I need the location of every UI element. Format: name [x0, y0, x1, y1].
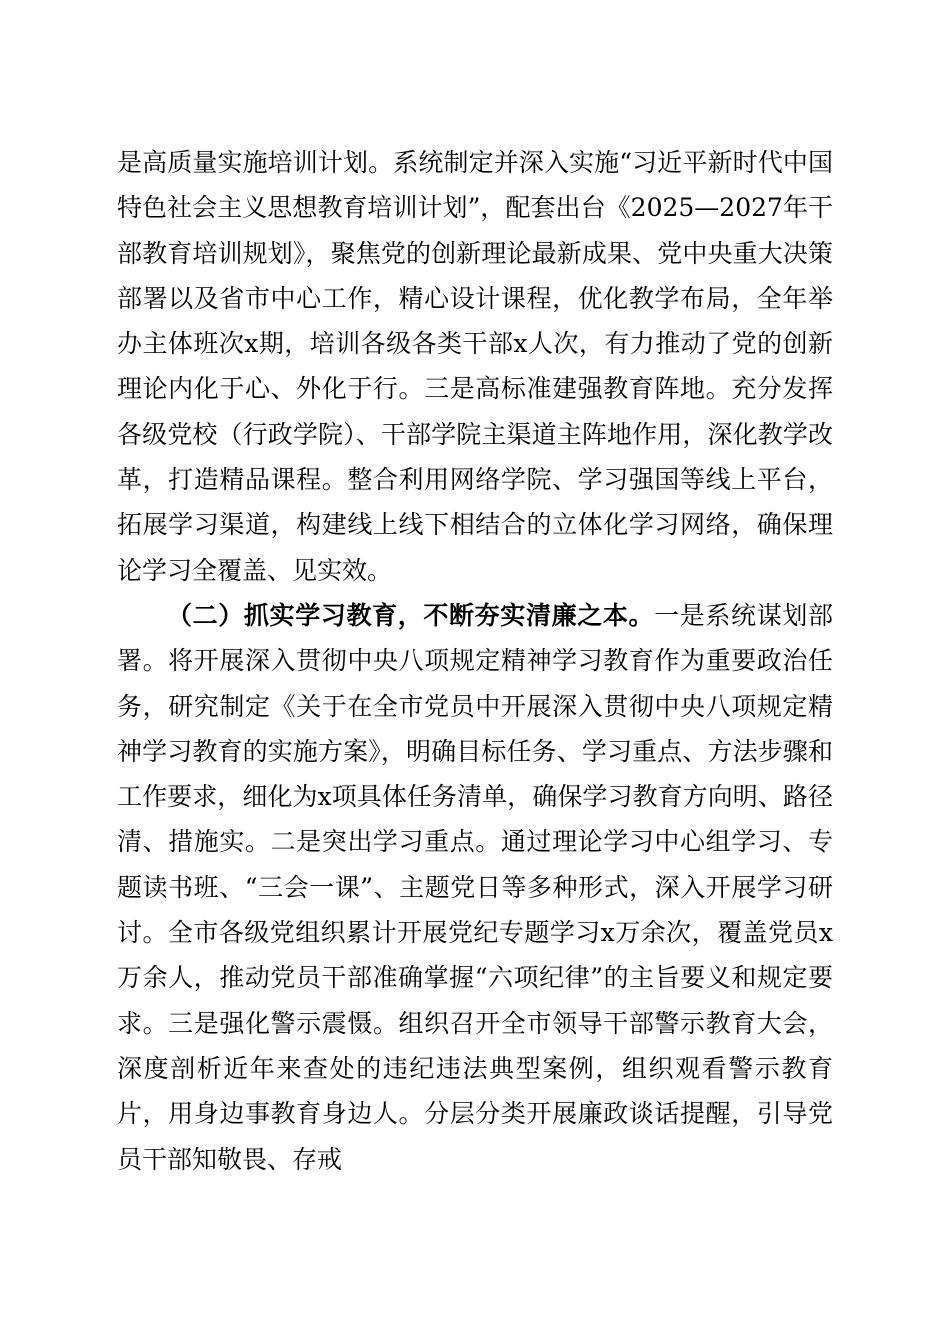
paragraph-text: 是高质量实施培训计划。系统制定并深入实施“习近平新时代中国特色社会主义思想教育培训计划”，配套出台《2025—2027年干部教育培训规划》，聚焦党的创新理论最新成果、党中央重大决策部署以及省市中心工作，精心设计课程，优化教学布局，全年举办主体班次x期，培训各级各类干部x人次，有力推动了党的创新理论内化于心、外化于行。三是高标准建强教育阵地。充分发挥各级党校（行政学院）、干部学院主渠道主阵地作用，深化教学改革，打造精品课程。整合利用网络学院、学习强国等线上平台，拓展学习渠道，构建线上线下相结合的立体化学习网络，确保理论学习全覆盖、见实效。 — [117, 148, 833, 585]
document-body — [117, 140, 833, 1182]
paragraph-continuation — [117, 140, 833, 593]
paragraph-text: 一是系统谋划部署。将开展深入贯彻中央八项规定精神学习教育作为重要政治任务，研究制定《关于在全市党员中开展深入贯彻中央八项规定精神学习教育的实施方案》，明确目标任务、学习重点、方法步骤和工作要求，细化为x项具体任务清单，确保学习教育方向明、路径清、措施实。二是突出学习重点。通过理论学习中心组学习、专题读书班、“三会一课”、主题党日等多种形式，深入开展学习研讨。全市各级党组织累计开展党纪专题学习x万余次，覆盖党员x万余人，推动党员干部准确掌握“六项纪律”的主旨要义和规定要求。三是强化警示震慑。组织召开全市领导干部警示教育大会，深度剖析近年来查处的违纪违法典型案例，组织观看警示教育片，用身边事教育身边人。分层分类开展廉政谈话提醒，引导党员干部知敬畏、存戒 — [117, 600, 833, 1174]
paragraph-section-two — [117, 593, 833, 1182]
section-heading: （二）抓实学习教育，不断夯实清廉之本。 — [167, 600, 655, 630]
